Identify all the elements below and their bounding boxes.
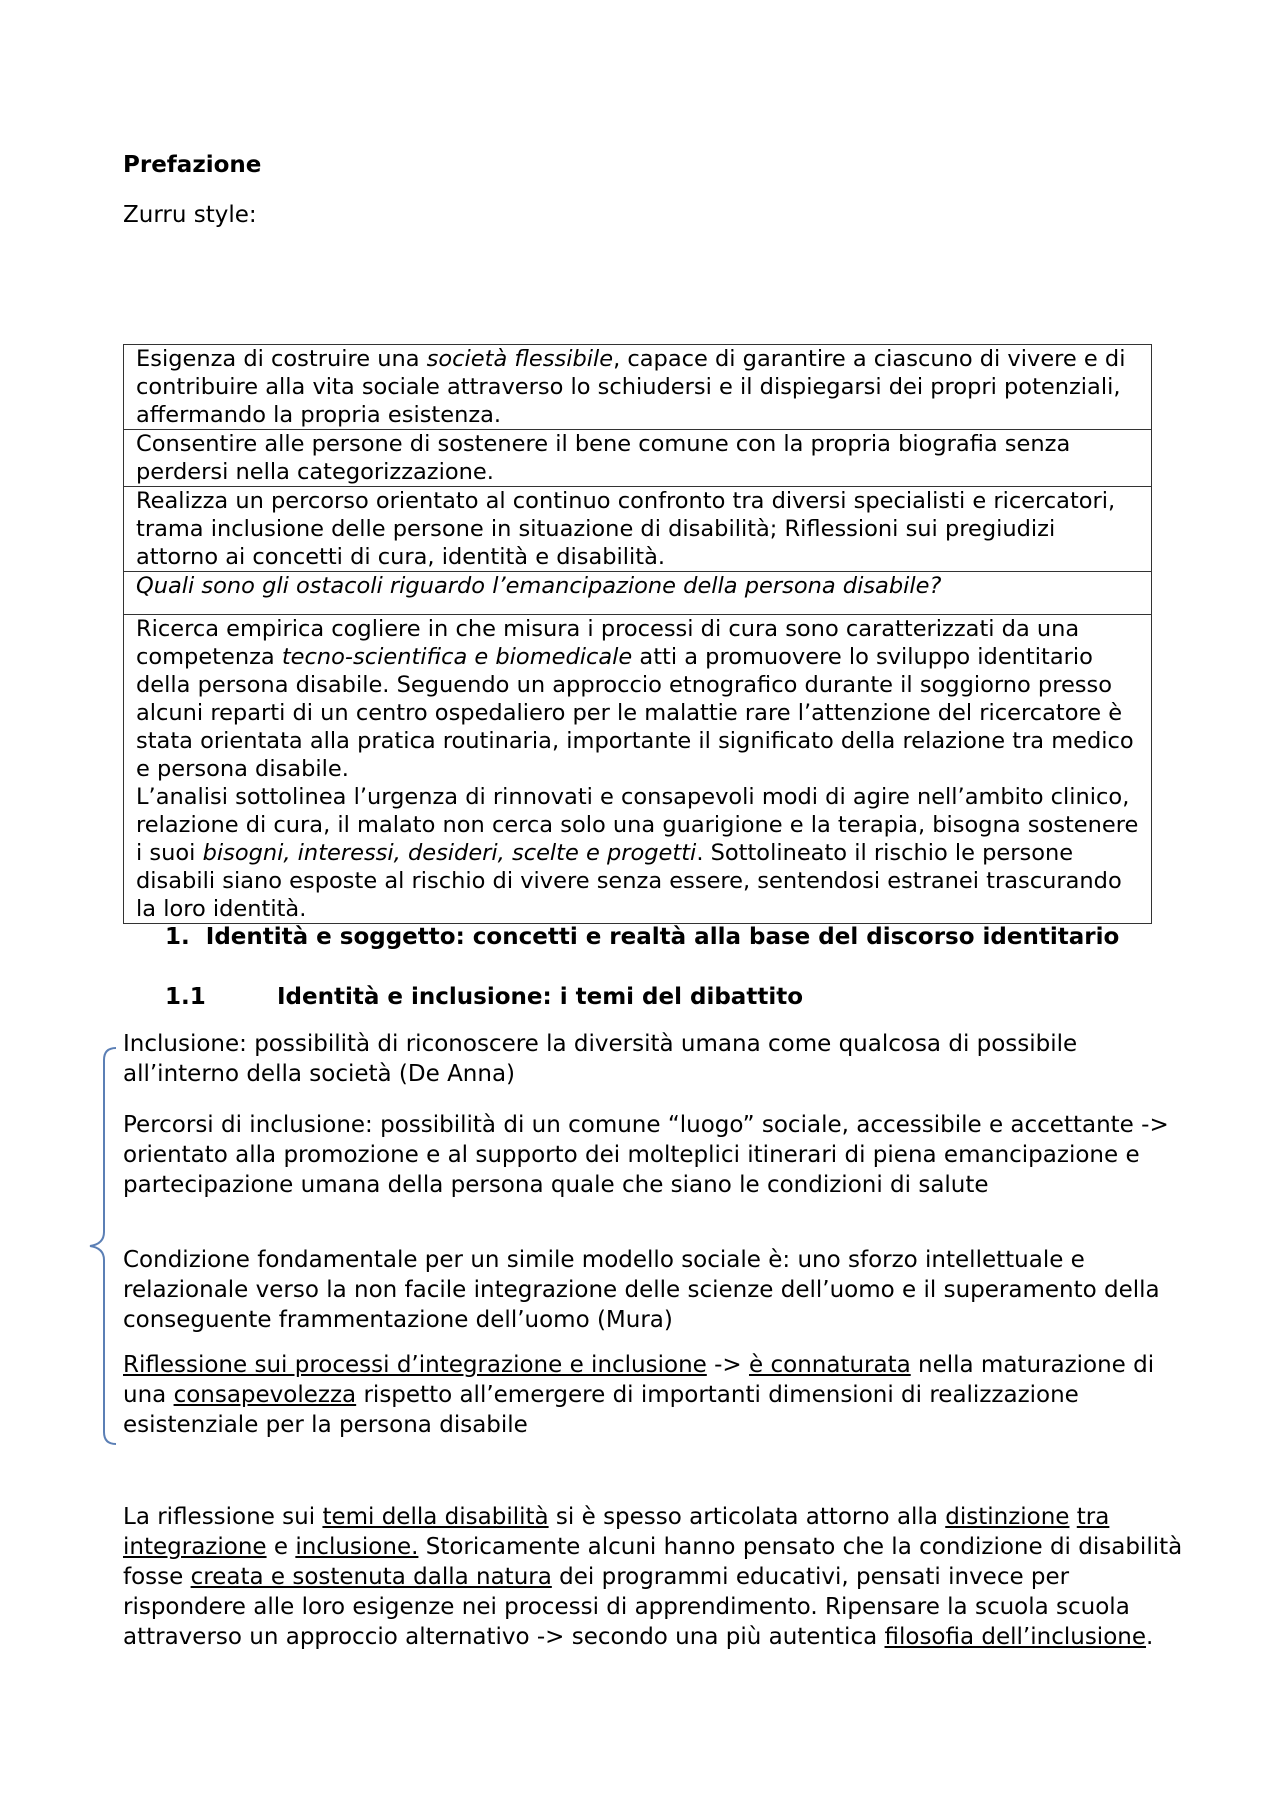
table-row — [124, 615, 1152, 924]
table-cell: Quali sono gli ostacoli riguardo l’emancipazione della persona disabile? — [124, 572, 1152, 615]
preface-title: Prefazione — [123, 152, 262, 178]
table-row — [124, 487, 1152, 572]
table-row — [124, 345, 1152, 430]
paragraph-disabilita: La riflessione sui temi della disabilità si è spesso articolata attorno alla distinzione tra integrazione e inclusione. Storicamente alcuni hanno pensato che la condizione di disabilità fosse creata e sostenuta dalla natura dei programmi educativi, pensati invece per rispondere alle loro esigenze nei processi di apprendimento. Ripensare la scuola scuola attraverso un approccio alternativo -> secondo una più autentica filosofia dell’inclusione. — [123, 1504, 1183, 1650]
curly-brace-icon — [86, 1046, 122, 1446]
table-row — [124, 430, 1152, 487]
paragraph-condizione: Condizione fondamentale per un simile modello sociale è: uno sforzo intellettuale e relazionale verso la non facile integrazione delle scienze dell’uomo e il superamento della conseguente frammentazione dell’uomo (Mura) — [123, 1247, 1160, 1333]
section-heading-1-1: 1.1 Identità e inclusione: i temi del dibattito — [165, 984, 804, 1010]
summary-table — [123, 344, 1152, 924]
table-cell: Realizza un percorso orientato al continuo confronto tra diversi specialisti e ricercatori, trama inclusione delle persone in situazione di disabilità; Riflessioni sui pregiudizi attorno ai concetti di cura, identità e disabilità. — [124, 487, 1152, 572]
section-heading-1: 1. Identità e soggetto: concetti e realtà alla base del discorso identitario — [165, 924, 1120, 950]
paragraph-riflessione: Riflessione sui processi d’integrazione e inclusione -> è connaturata nella maturazione di una consapevolezza rispetto all’emergere di importanti dimensioni di realizzazione esistenziale per la persona disabile — [123, 1352, 1155, 1438]
table-cell: Ricerca empirica cogliere in che misura i processi di cura sono caratterizzati da una competenza tecno-scientifica e biomedicale atti a promuovere lo sviluppo identitario della persona disabile. Seguendo un approccio etnografico durante il soggiorno presso alcuni reparti di un centro ospedaliero per le malattie rare l’attenzione del ricercatore è stata orientata alla pratica routinaria, importante il significato della relazione tra medico e persona disabile. L’analisi sottolinea l’urgenza di rinnovati e consapevoli modi di agire nell’ambito clinico, relazione di cura, il malato non cerca solo una guarigione e la terapia, bisogna sostenere i suoi bisogni, interessi, desideri, scelte e progetti. Sottolineato il rischio le persone disabili siano esposte al rischio di vivere senza essere, sentendosi estranei trascurando la loro identità. — [124, 615, 1152, 924]
paragraph-inclusione: Inclusione: possibilità di riconoscere la diversità umana come qualcosa di possibile all’interno della società (De Anna) — [123, 1031, 1078, 1087]
table-cell: Consentire alle persone di sostenere il bene comune con la propria biografia senza perdersi nella categorizzazione. — [124, 430, 1152, 487]
paragraph-percorsi: Percorsi di inclusione: possibilità di un comune “luogo” sociale, accessibile e accettante -> orientato alla promozione e al supporto dei molteplici itinerari di piena emancipazione e partecipazione umana della persona quale che siano le condizioni di salute — [123, 1112, 1169, 1198]
table-cell: Esigenza di costruire una società flessibile, capace di garantire a ciascuno di vivere e di contribuire alla vita sociale attraverso lo schiudersi e il dispiegarsi dei propri potenziali, affermando la propria esistenza. — [124, 345, 1152, 430]
preface-subtitle: Zurru style: — [123, 202, 257, 228]
table-row — [124, 572, 1152, 615]
